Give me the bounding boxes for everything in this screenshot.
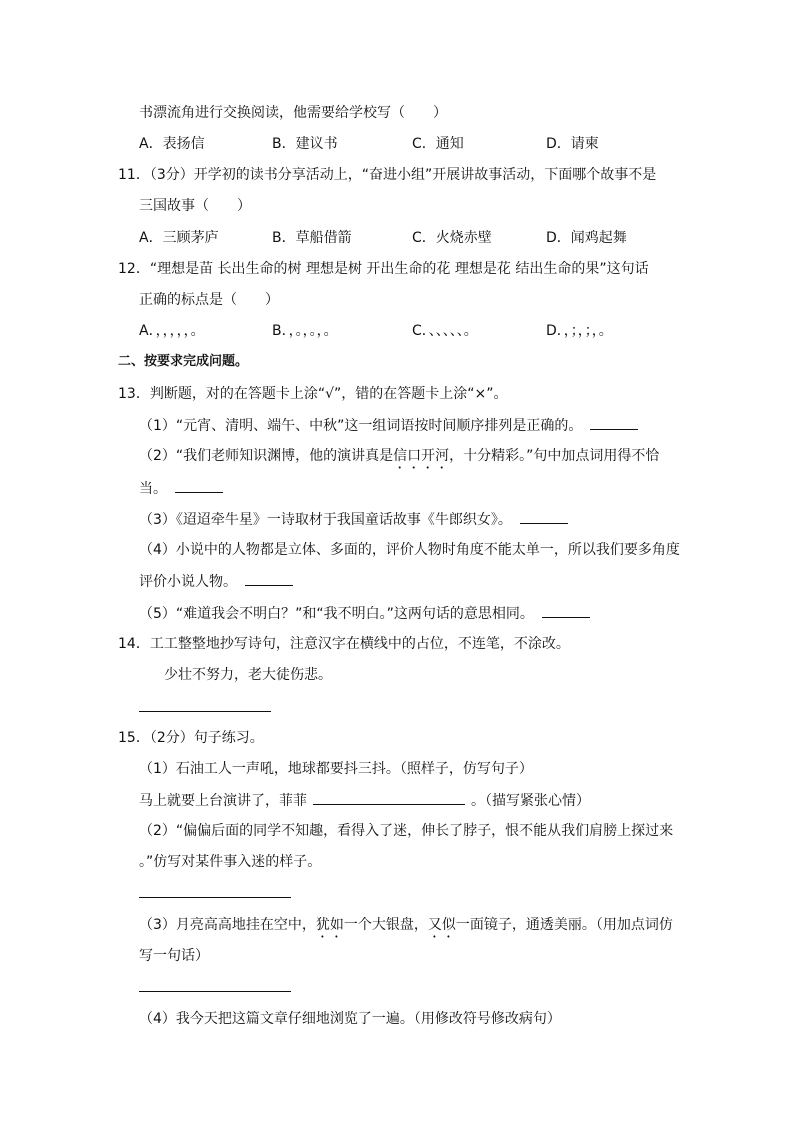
q15-sentence-3-line2: 写一句话） [139,948,209,964]
q13-item-4-line2 [139,571,293,592]
q15-sentence-3-mid-1: 一个大银盘， [343,917,428,933]
q10-option-c: C．通知 [412,136,464,152]
q13-item-3-text: （3）《迢迢牵牛星》一诗取材于我国童话故事《牛郎织女》。 [139,512,512,528]
section-2-title: 二、按要求完成问题。 [118,354,249,369]
q13-item-2-answer-blank[interactable] [175,478,223,493]
q11-stem-line1: 11．（3分）开学初的读书分享活动上，“奋进小组”开展讲故事活动，下面哪个故事不是 [118,167,657,183]
q11-option-a: A．三顾茅庐 [139,230,219,246]
q15-sentence-3-answer-line[interactable] [139,991,291,992]
q13-item-2-text-post: ，十分精彩。”句中加点词用得不恰 [449,448,660,464]
q12-option-b: B．，。，。，。 [272,323,338,339]
q13-item-2-dotted-word: 信口开河 [393,448,450,464]
q13-item-5-text: （5）“难道我会不明白？”和“我不明白。”这两句话的意思相同。 [139,606,534,622]
q15-sentence-2-line2: 。”仿写对某件事入迷的样子。 [139,854,322,870]
q15-sentence-1-answer-blank[interactable] [313,790,465,805]
q15-sentence-3-dotted-word-1: 犹如 [315,917,344,933]
q13-item-1-text: （1）“元宵、清明、端午、中秋”这一组词语按时间顺序排列是正确的。 [139,418,583,434]
q11-option-b: B．草船借箭 [272,230,352,246]
q15-sentence-1-task-post: 。（描写紧张心情） [471,793,590,809]
q13-item-5 [139,603,590,624]
q13-item-3-answer-blank[interactable] [520,509,568,524]
q13-item-2 [139,446,659,472]
q13-item-4-answer-blank[interactable] [245,571,293,586]
q11-option-c: C．火烧赤壁 [412,230,492,246]
q11-stem-line2: 三国故事（ ） [139,198,251,214]
q13-item-4-line1: （4）小说中的人物都是立体、多面的，评价人物时角度不能太单一，所以我们要多角度 [139,542,680,558]
q15-sentence-3-pre: （3）月亮高高地挂在空中， [139,917,316,933]
q13-item-2-cont-text: 当。 [139,481,167,497]
q15-sentence-3-mid-2: 一面镜子，通透美丽。（用加点词仿 [455,917,673,933]
q15-sentence-2-line1: （2）“偏偏后面的同学不知趣，看得入了迷，伸长了脖子，恨不能从我们肩膀上探过来 [139,823,674,839]
q13-item-1 [139,415,638,436]
q12-option-a: A．，，，，，。 [139,323,205,339]
q10-option-b: B．建议书 [272,136,338,152]
q15-sentence-1-task [139,790,590,811]
q15-sentence-3-dotted-word-2: 又似 [427,917,456,933]
q15-sentence-1: （1）石油工人一声吼，地球都要抖三抖。（照样子，仿写句子） [139,761,533,777]
q15-sentence-2-answer-line[interactable] [139,897,291,898]
q14-poem: 少壮不努力，老大徒伤悲。 [164,667,332,683]
q12-option-d: D．，；，；，。 [546,323,613,339]
q15-sentence-3-line1 [139,915,673,941]
q13-stem: 13．判断题，对的在答题卡上涂“√”，错的在答题卡上涂“×”。 [118,386,508,402]
q13-item-1-answer-blank[interactable] [590,415,638,430]
q13-item-3 [139,509,568,530]
q15-stem: 15．（2分）句子练习。 [118,730,264,746]
q12-option-c: C．、、、、、。 [412,323,478,339]
q10-text-continuation: 书漂流角进行交换阅读，他需要给学校写（ ） [139,105,447,121]
q15-sentence-4: （4）我今天把这篇文章仔细地浏览了一遍。（用修改符号修改病句） [139,1011,561,1027]
q13-item-2-text-pre: （2）“我们老师知识渊博，他的演讲真是 [139,448,394,464]
q11-option-d: D．闻鸡起舞 [546,230,627,246]
q10-option-d: D．请柬 [546,136,599,152]
q13-item-2-cont [139,478,223,499]
q15-sentence-1-task-pre: 马上就要上台演讲了，菲菲 [139,793,307,809]
q13-item-4-line2-text: 评价小说人物。 [139,574,237,590]
q14-answer-line[interactable] [139,711,271,712]
q10-option-a: A．表扬信 [139,136,205,152]
q12-stem-line1: 12．“理想是苗 长出生命的树 理想是树 开出生命的花 理想是花 结出生命的果”这句话 [118,261,649,277]
q13-item-5-answer-blank[interactable] [542,603,590,618]
q12-stem-line2: 正确的标点是（ ） [139,292,279,308]
q14-stem: 14．工工整整地抄写诗句，注意汉字在横线中的占位，不连笔，不涂改。 [118,636,570,652]
